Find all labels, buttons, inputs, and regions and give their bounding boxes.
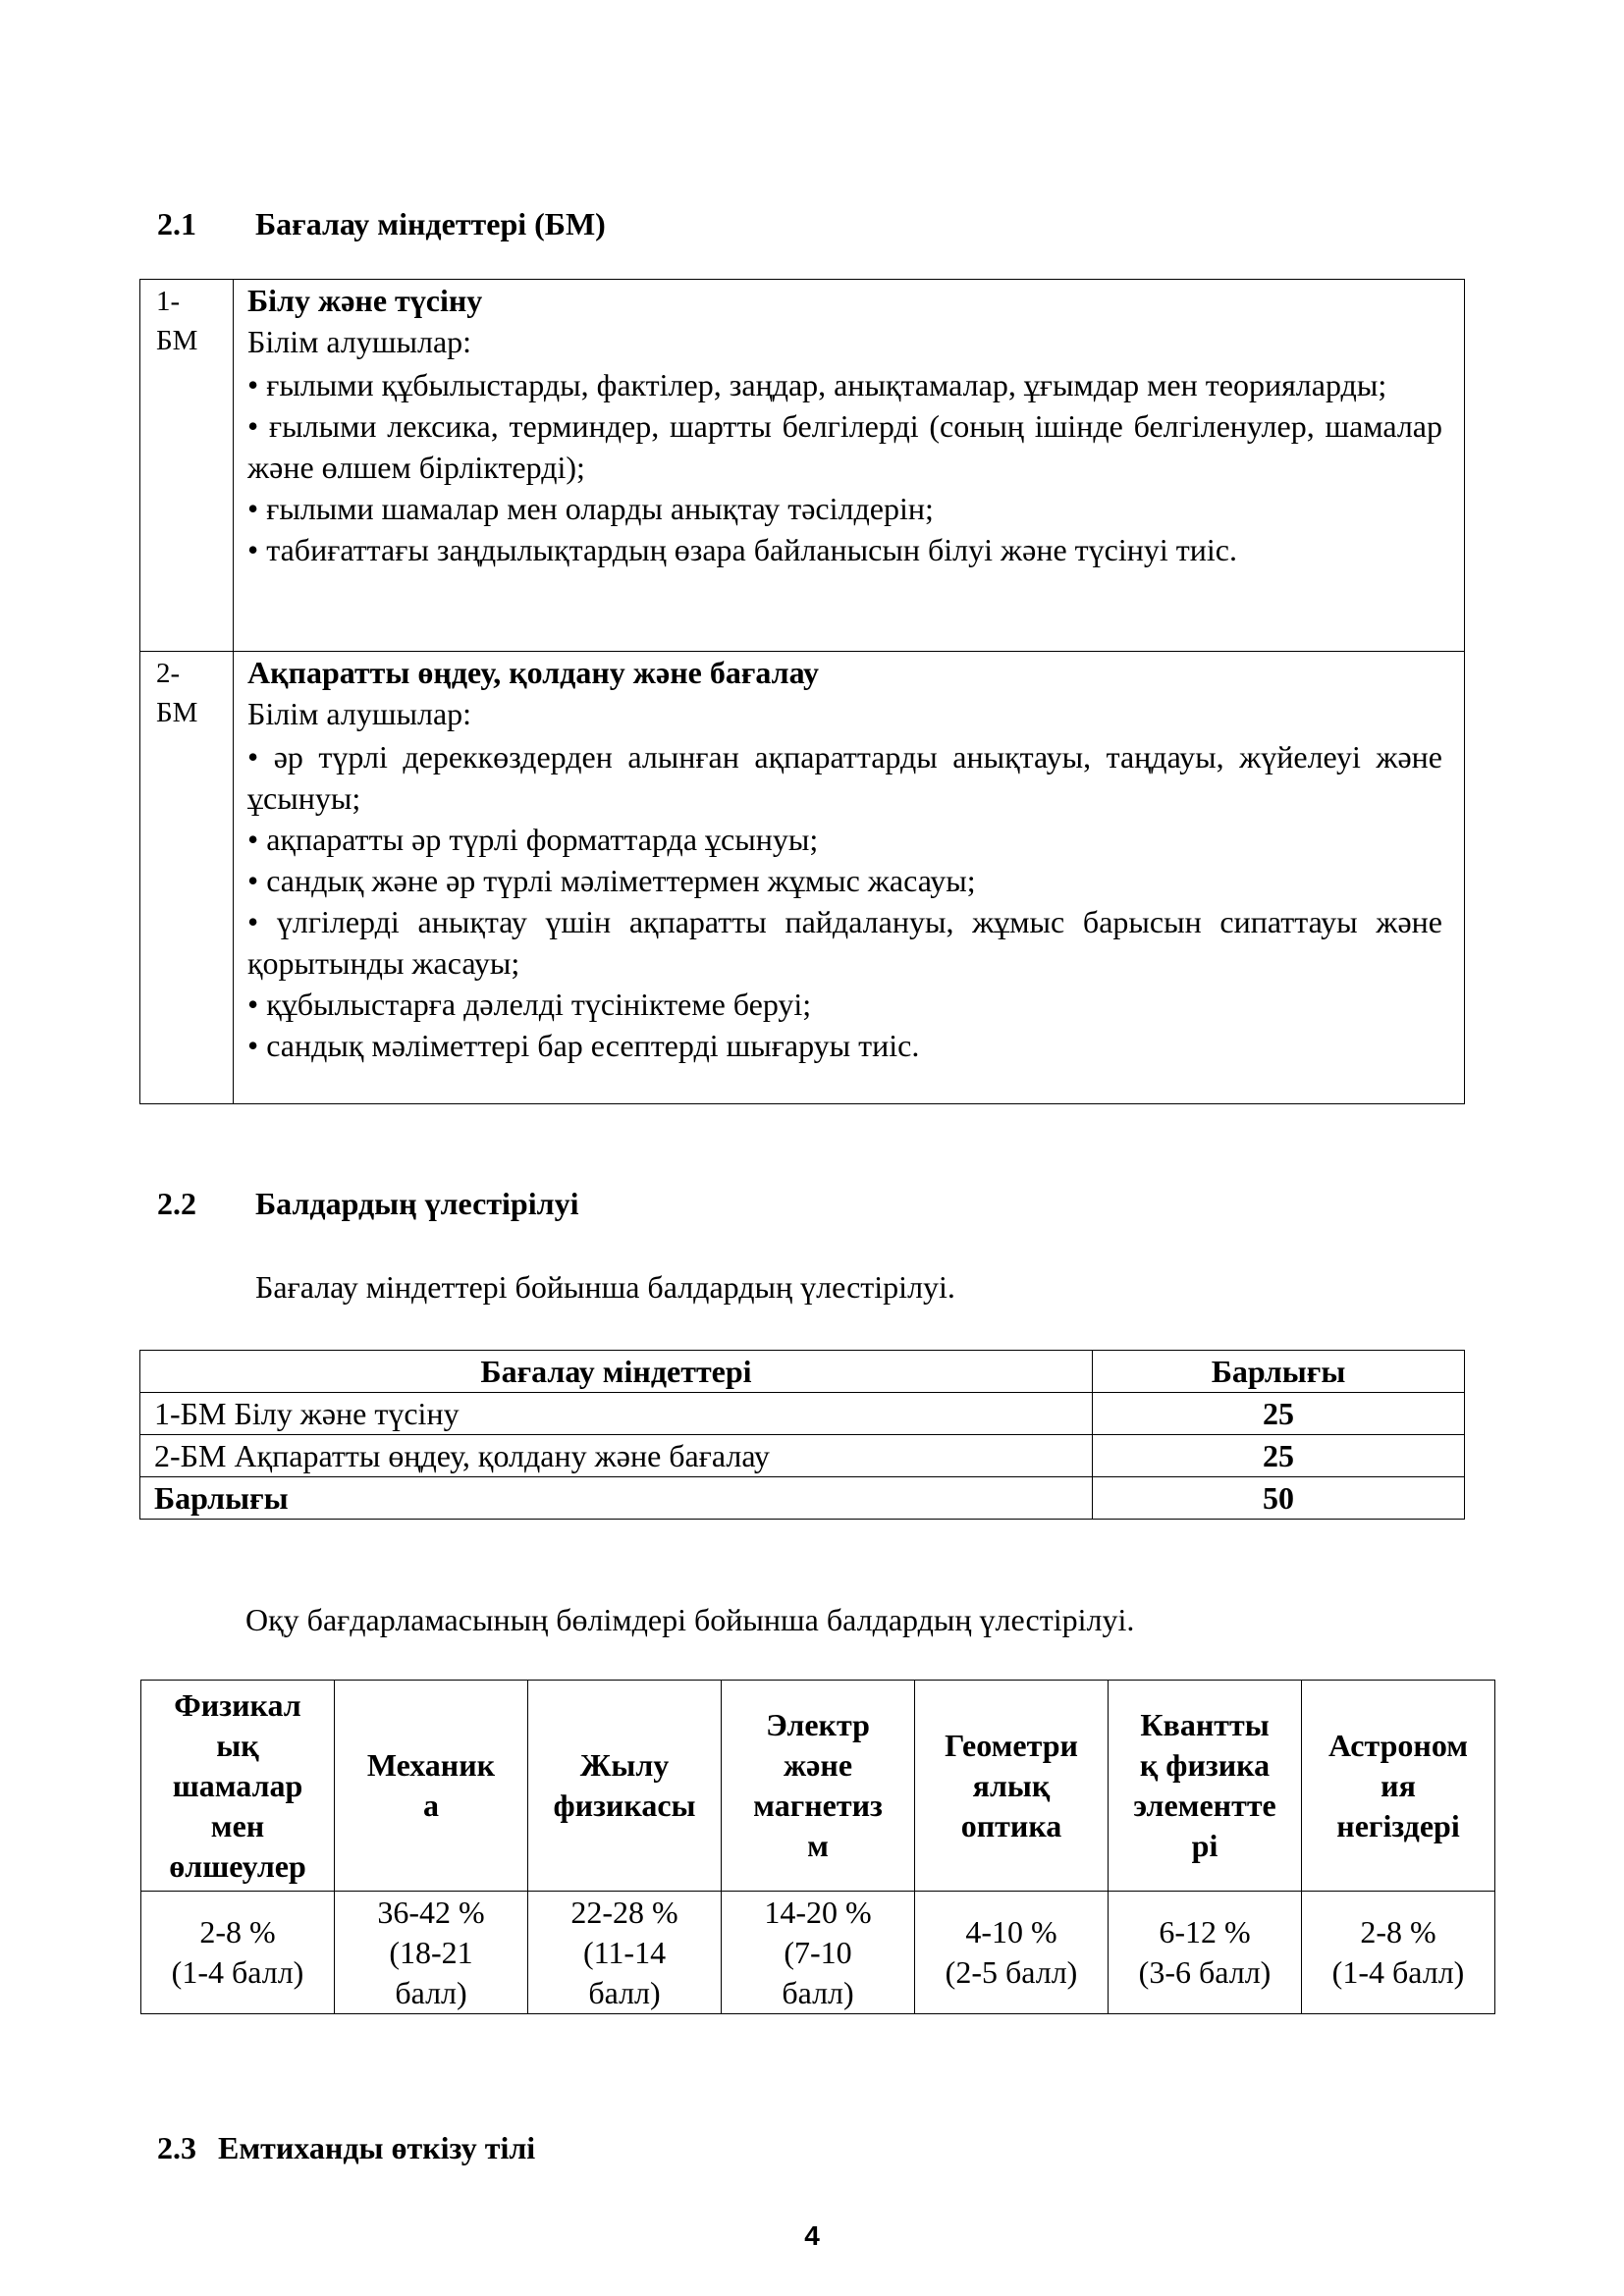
objective-bullet: • ғылыми шамалар мен оларды анықтау тәсілдерін; xyxy=(247,491,934,526)
table-row xyxy=(140,1435,1465,1477)
section-value-cell: 2-8 % (1-4 балл) xyxy=(1302,1892,1495,2014)
points-cell: 25 xyxy=(1093,1393,1465,1435)
objective-cell: 2-БМ Ақпаратты өңдеу, қолдану және бағалау xyxy=(140,1435,1093,1477)
section-number: 2.2 xyxy=(157,1186,196,1221)
objective-body xyxy=(234,280,1465,652)
points-by-objectives-table xyxy=(139,1350,1465,1520)
points-by-sections-intro: Оқу бағдарламасының бөлімдері бойынша балдардың үлестірілуі. xyxy=(245,1602,1135,1637)
table-row xyxy=(140,652,1465,1104)
objective-title: Ақпаратты өңдеу, қолдану және бағалау xyxy=(247,655,819,690)
objective-bullet: • ғылыми лексика, терминдер, шартты белгілерді (соның ішінде белгіленулер, шамалар және өлшем бірліктерді); xyxy=(247,408,1442,485)
objective-bullet: • құбылыстарға дәлелді түсініктеме беруі; xyxy=(247,987,812,1022)
section-title: Балдардың үлестірілуі xyxy=(255,1186,579,1221)
section-title: Бағалау міндеттері (БМ) xyxy=(255,206,606,241)
objective-bullet: • әр түрлі дереккөздерден алынған ақпараттарды анықтауы, таңдауы, жүйелеуі және ұсынуы; xyxy=(247,739,1442,816)
column-header: Астроном ия негіздері xyxy=(1302,1681,1495,1892)
table-header-row xyxy=(140,1351,1465,1393)
table-header-row xyxy=(141,1681,1495,1892)
section-value-cell: 22-28 % (11-14 балл) xyxy=(528,1892,722,2014)
objective-bullet: • табиғаттағы заңдылықтардың өзара байланысын білуі және түсінуі тиіс. xyxy=(247,532,1237,567)
page-number: 4 xyxy=(804,2220,820,2251)
objective-bullet: • үлгілерді анықтау үшін ақпаратты пайдалануы, жұмыс барысын сипаттауы және қорытынды жасауы; xyxy=(247,904,1442,981)
column-header: Барлығы xyxy=(1093,1351,1465,1393)
objective-cell: 1-БМ Білу және түсіну xyxy=(140,1393,1093,1435)
section-2-3-heading xyxy=(157,2128,535,2167)
section-value-cell: 14-20 % (7-10 балл) xyxy=(722,1892,915,2014)
objective-bullet: • сандық және әр түрлі мәліметтермен жұмыс жасауы; xyxy=(247,863,976,898)
column-header: Электр және магнетиз м xyxy=(722,1681,915,1892)
column-header: Жылу физикасы xyxy=(528,1681,722,1892)
section-value-cell: 4-10 % (2-5 балл) xyxy=(915,1892,1109,2014)
section-value-cell: 2-8 % (1-4 балл) xyxy=(141,1892,335,2014)
table-row xyxy=(140,1393,1465,1435)
table-row xyxy=(141,1892,1495,2014)
objective-code: 2- БМ xyxy=(140,652,234,1104)
objective-title: Білу және түсіну xyxy=(247,283,483,318)
column-header: Физикал ық шамалар мен өлшеулер xyxy=(141,1681,335,1892)
total-label-cell: Барлығы xyxy=(140,1477,1093,1520)
section-value-cell: 36-42 % (18-21 балл) xyxy=(335,1892,528,2014)
objective-bullet: • сандық мәліметтері бар есептерді шығаруы тиіс. xyxy=(247,1028,920,1063)
points-by-objectives-intro: Бағалау міндеттері бойынша балдардың үлестірілуі. xyxy=(255,1269,955,1305)
column-header: Геометри ялық оптика xyxy=(915,1681,1109,1892)
objective-intro: Білім алушылар: xyxy=(247,324,472,359)
assessment-objectives-table xyxy=(139,279,1465,1104)
section-value-cell: 6-12 % (3-6 балл) xyxy=(1109,1892,1302,2014)
column-header: Бағалау міндеттері xyxy=(140,1351,1093,1393)
objective-intro: Білім алушылар: xyxy=(247,696,472,731)
section-2-2-heading xyxy=(157,1184,578,1223)
section-number: 2.1 xyxy=(157,206,196,241)
objective-bullet: • ақпаратты әр түрлі форматтарда ұсынуы; xyxy=(247,822,819,857)
objective-bullet: • ғылыми құбылыстарды, фактілер, заңдар, анықтамалар, ұғымдар мен теорияларды; xyxy=(247,367,1387,402)
objective-code: 1- БМ xyxy=(140,280,234,652)
table-row xyxy=(140,280,1465,652)
section-2-1-heading xyxy=(157,204,606,243)
table-total-row xyxy=(140,1477,1465,1520)
objective-body xyxy=(234,652,1465,1104)
section-number: 2.3 xyxy=(157,2130,196,2165)
points-cell: 25 xyxy=(1093,1435,1465,1477)
total-points-cell: 50 xyxy=(1093,1477,1465,1520)
points-by-sections-table xyxy=(140,1680,1495,2014)
column-header: Квантты қ физика элементте рі xyxy=(1109,1681,1302,1892)
column-header: Механик а xyxy=(335,1681,528,1892)
section-title: Емтиханды өткізу тілі xyxy=(218,2130,536,2165)
